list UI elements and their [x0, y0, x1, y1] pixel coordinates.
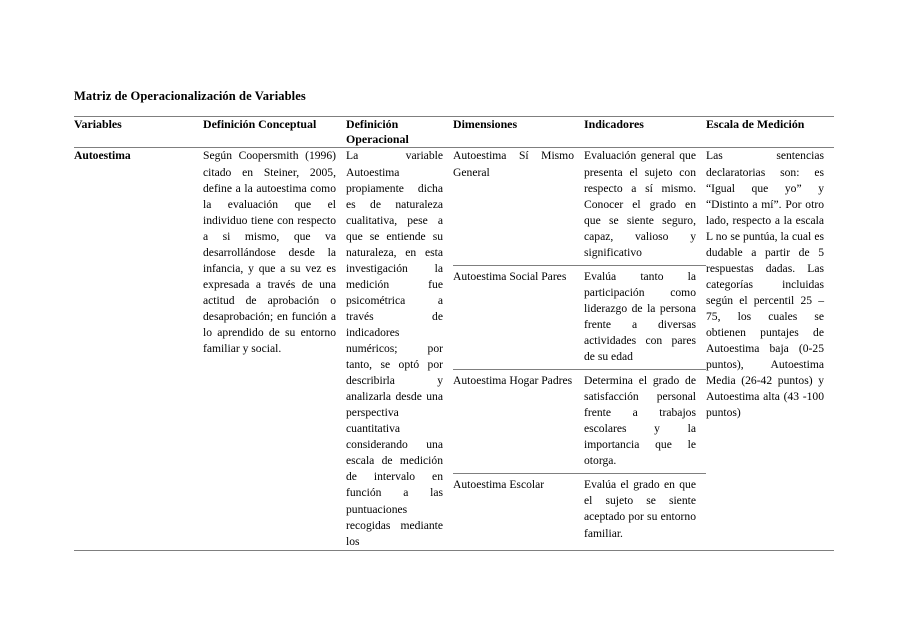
column-header-definicion-operacional-label: Definición Operacional: [346, 117, 409, 147]
table-header-row: [74, 117, 834, 147]
column-header-escala-de-medicion: [706, 117, 834, 147]
column-header-definicion-operacional: [346, 117, 453, 147]
cell-variable-text: Autoestima: [74, 149, 131, 163]
cell-escala-de-medicion-text: Las sentencias declaratorias son: es “Igual que yo” y “Distinto a mí”. Por otro lado, respecto a la escala L no se puntúa, la cual es dudable a partir de 5 respuestas dadas. Las categorías incluidas según el percentil 25 – 75, los cuales se obtienen puntajes de Autoestima baja (0-25 puntos), Autoestima Media (26-42 puntos) y Autoestima alta (43 -100 puntos): [706, 149, 824, 420]
cell-definicion-operacional: [346, 148, 453, 549]
cell-dimension-2: Autoestima Social Pares: [453, 265, 584, 369]
table-row: [74, 148, 834, 549]
cell-indicador-1: Evaluación general que presenta el sujeto con respecto a sí mismo. Conocer el grado en que se siente seguro, capaz, valioso y significativo: [584, 149, 696, 259]
cell-definicion-conceptual-text: Según Coopersmith (1996) citado en Steiner, 2005, define a la autoestima como la evaluación que el individuo tiene con respecto a si mismo, que va desarrollándose desde la infancia, y que a su vez es expresada a través de una actitud de aprobación o desaprobación; en función a lo aprendido de su entorno familiar y social.: [203, 149, 336, 356]
cell-dimensiones-indicadores-group: [453, 148, 706, 549]
dimension-indicator-row: [453, 370, 706, 474]
table-bottom-rule: [74, 550, 834, 551]
column-header-indicadores: [584, 117, 706, 147]
column-header-variables: [74, 117, 203, 147]
cell-dimension-3: Autoestima Hogar Padres: [453, 370, 584, 474]
dimension-indicator-row: [453, 148, 706, 265]
dimension-indicator-row: [453, 265, 706, 369]
column-header-dimensiones-label: Dimensiones: [453, 117, 518, 131]
cell-dimension-4: Autoestima Escolar: [453, 474, 584, 546]
cell-indicador-3: Determina el grado de satisfacción personal frente a trabajos escolares y la importancia que le otorga.: [584, 370, 706, 474]
column-header-indicadores-label: Indicadores: [584, 117, 644, 131]
dimension-indicator-row: [453, 474, 706, 546]
cell-dimension-1: Autoestima Sí Mismo General: [453, 149, 574, 179]
cell-definicion-conceptual: [203, 148, 346, 549]
column-header-escala-de-medicion-label: Escala de Medición: [706, 117, 805, 131]
operationalization-matrix-table: [74, 116, 834, 551]
column-header-definicion-conceptual: [203, 117, 346, 147]
page-title: Matriz de Operacionalización de Variables: [74, 89, 306, 103]
column-header-dimensiones: [453, 117, 584, 147]
column-header-definicion-conceptual-label: Definición Conceptual: [203, 117, 317, 131]
column-header-variables-label: Variables: [74, 117, 122, 131]
cell-indicador-4: Evalúa el grado en que el sujeto se siente aceptado por su entorno familiar.: [584, 474, 706, 546]
cell-variable: [74, 148, 203, 549]
cell-escala-de-medicion: [706, 148, 834, 549]
cell-indicador-2: Evalúa tanto la participación como liderazgo de la persona frente a diversas actividades con pares de su edad: [584, 265, 706, 369]
cell-definicion-operacional-text: La variable Autoestima propiamente dicha es de naturaleza cualitativa, pese a que se entiende su naturaleza, en esta investigación la medición fue psicométrica a través de indicadores numéricos; por tanto, se optó por describirla y analizarla desde una perspectiva cuantitativa considerando una escala de medición de intervalo en función a las puntuaciones recogidas mediante los: [346, 149, 443, 548]
